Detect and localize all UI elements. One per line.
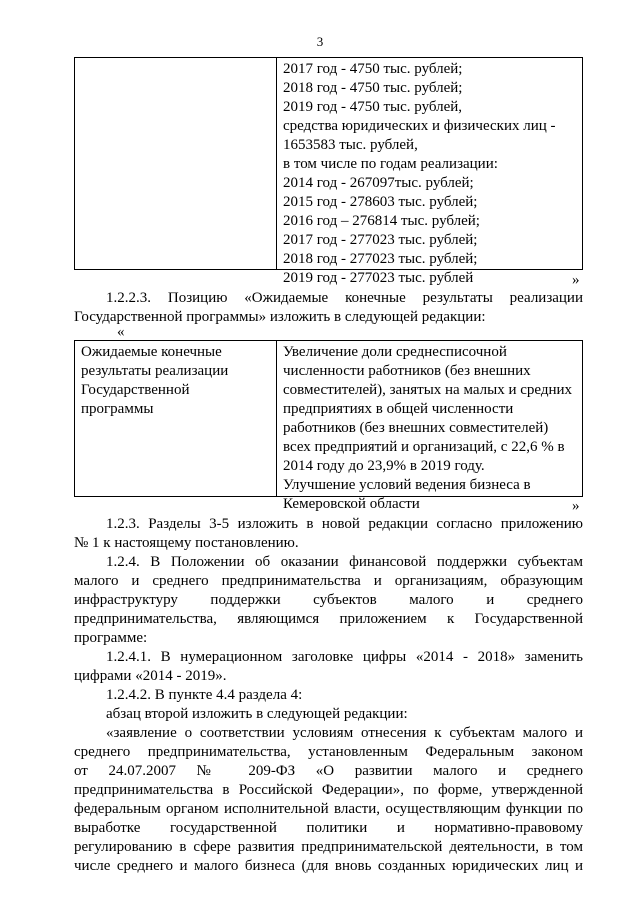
paragraph-line: выработке государственной политики и нормативно-правовому <box>74 820 583 836</box>
paragraph-line: № 1 к настоящему постановлению. <box>74 535 299 551</box>
funding-line: 1653583 тыс. рублей, <box>283 137 418 153</box>
paragraph-line: цифрами «2014 - 2019». <box>74 668 227 684</box>
closing-quote-1: » <box>572 272 580 288</box>
paragraph-line: федеральным органом исполнительной власти, осуществляющим функции по <box>74 801 583 817</box>
funding-line: 2019 год - 4750 тыс. рублей, <box>283 99 463 115</box>
funding-line: 2017 год - 4750 тыс. рублей; <box>283 61 463 77</box>
paragraph-line: инфраструктуру поддержки субъектов малого и среднего <box>74 592 583 608</box>
paragraph-line: 1.2.3. Разделы 3-5 изложить в новой редакции согласно приложению <box>106 516 583 532</box>
funding-table-right-cell <box>277 58 582 286</box>
label-line: программы <box>81 401 154 417</box>
paragraph-line: 1.2.2.3. Позицию «Ожидаемые конечные результаты реализации <box>106 290 583 306</box>
funding-line: 2018 год - 277023 тыс. рублей; <box>283 251 478 267</box>
funding-line: 2016 год – 276814 тыс. рублей; <box>283 213 480 229</box>
paragraph-line: «заявление о соответствии условиям отнесения к субъектам малого и <box>106 725 583 741</box>
paragraph-line: 1.2.4. В Положении об оказании финансовой поддержки субъектам <box>106 554 583 570</box>
paragraph-line: регулированию в сфере развития предпринимательской деятельности, в том <box>74 839 583 855</box>
paragraph-1-2-4-1 <box>74 648 583 686</box>
funding-line: 2017 год - 277023 тыс. рублей; <box>283 232 478 248</box>
paragraph-statement <box>74 724 583 876</box>
value-line: работников (без внешних совместителей) <box>283 420 549 436</box>
paragraph-line: малого и среднего предпринимательства и организациям, образующим <box>74 573 583 589</box>
paragraph-line: предпринимательства, являющимся приложением к Государственной <box>74 611 583 627</box>
paragraph-1-2-4-2 <box>74 686 583 705</box>
funding-line: 2019 год - 277023 тыс. рублей <box>283 270 474 286</box>
value-line: всех предприятий и организаций, с 22,6 % в <box>283 439 565 455</box>
label-line: Ожидаемые конечные <box>81 344 222 360</box>
paragraph-line: программе: <box>74 630 148 646</box>
value-line: численности работников (без внешних <box>283 363 531 379</box>
label-line: результаты реализации <box>81 363 229 379</box>
paragraph-line: среднего предпринимательства, установленным Федеральным законом <box>74 744 583 760</box>
paragraph-1-2-4 <box>74 553 583 648</box>
value-line: 2014 году до 23,9% в 2019 году. <box>283 458 485 474</box>
expected-results-table <box>74 340 583 512</box>
funding-line: в том числе по годам реализации: <box>283 156 498 172</box>
paragraph-line: 1.2.4.1. В нумерационном заголовке цифры «2014 - 2018» заменить <box>106 649 583 665</box>
expected-results-label-cell <box>75 341 277 496</box>
opening-quote: « <box>117 324 125 340</box>
expected-results-value-cell <box>277 341 582 512</box>
paragraph-line: абзац второй изложить в следующей редакции: <box>106 706 408 722</box>
paragraph-line: числе среднего и малого бизнеса (для вновь созданных юридических лиц и <box>74 858 583 874</box>
funding-table-left-cell <box>75 58 277 269</box>
funding-table <box>74 57 583 286</box>
page-number: 3 <box>316 34 324 49</box>
paragraph-line: 1.2.4.2. В пункте 4.4 раздела 4: <box>106 687 303 703</box>
funding-line: 2014 год - 267097тыс. рублей; <box>283 175 474 191</box>
funding-line: 2015 год - 278603 тыс. рублей; <box>283 194 478 210</box>
paragraph-line: Государственной программы» изложить в следующей редакции: <box>74 309 486 325</box>
paragraph-line: предпринимательства в Российской Федерации», по форме, утвержденной <box>74 782 583 798</box>
value-line: Улучшение условий ведения бизнеса в <box>283 477 531 493</box>
value-line: Кемеровской области <box>283 496 420 512</box>
funding-line: 2018 год - 4750 тыс. рублей; <box>283 80 463 96</box>
paragraph-1-2-2-3 <box>74 289 583 327</box>
closing-quote-2: » <box>572 498 580 514</box>
label-line: Государственной <box>81 382 190 398</box>
paragraph-1-2-3 <box>74 515 583 553</box>
paragraph-abzac <box>74 705 583 724</box>
paragraph-line: от 24.07.2007 № 209-ФЗ «О развитии малого и среднего <box>74 763 583 779</box>
value-line: предприятиях в общей численности <box>283 401 514 417</box>
funding-line: средства юридических и физических лиц - <box>283 118 556 134</box>
value-line: Увеличение доли среднесписочной <box>283 344 507 360</box>
value-line: совместителей), занятых на малых и средних <box>283 382 573 398</box>
